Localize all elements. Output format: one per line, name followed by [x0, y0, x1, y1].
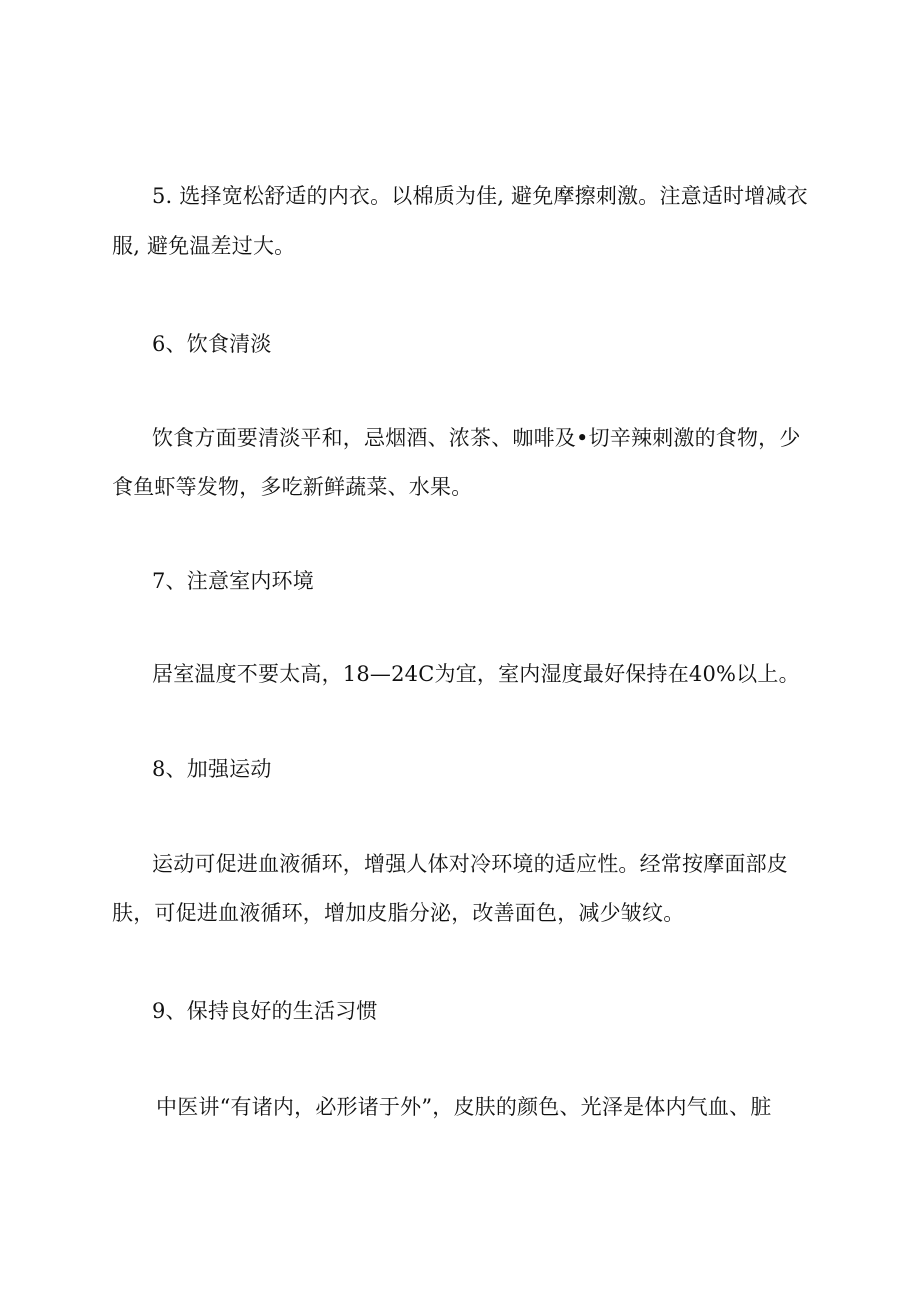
item5-line2: 服, 避免温差过大。 [112, 234, 296, 258]
item8-heading: 8、加强运动 [152, 757, 272, 781]
item6-line1: 饮食方面要清淡平和，忌烟酒、浓茶、咖啡及•切辛辣刺激的食物，少 [152, 426, 801, 450]
item7-line1: 居室温度不要太高，18—24C为宜，室内湿度最好保持在40%以上。 [152, 662, 800, 686]
item7-heading: 7、注意室内环境 [152, 569, 314, 593]
item5-line1: 5. 选择宽松舒适的内衣。以棉质为佳, 避免摩擦刺激。注意适时增减衣 [152, 184, 808, 208]
item9-line1: 中医讲“有诸内，必形诸于外”，皮肤的颜色、光泽是体内气血、脏 [156, 1095, 772, 1119]
item6-line2: 食鱼虾等发物，多吃新鲜蔬菜、水果。 [112, 475, 473, 499]
item8-line1: 运动可促进血液循环，增强人体对冷环境的适应性。经常按摩面部皮 [152, 852, 788, 876]
item8-line2: 肤，可促进血液循环，增加皮脂分泌，改善面色，减少皱纹。 [112, 901, 685, 925]
item9-heading: 9、保持良好的生活习惯 [152, 999, 378, 1023]
item6-heading: 6、饮食清淡 [152, 332, 272, 356]
